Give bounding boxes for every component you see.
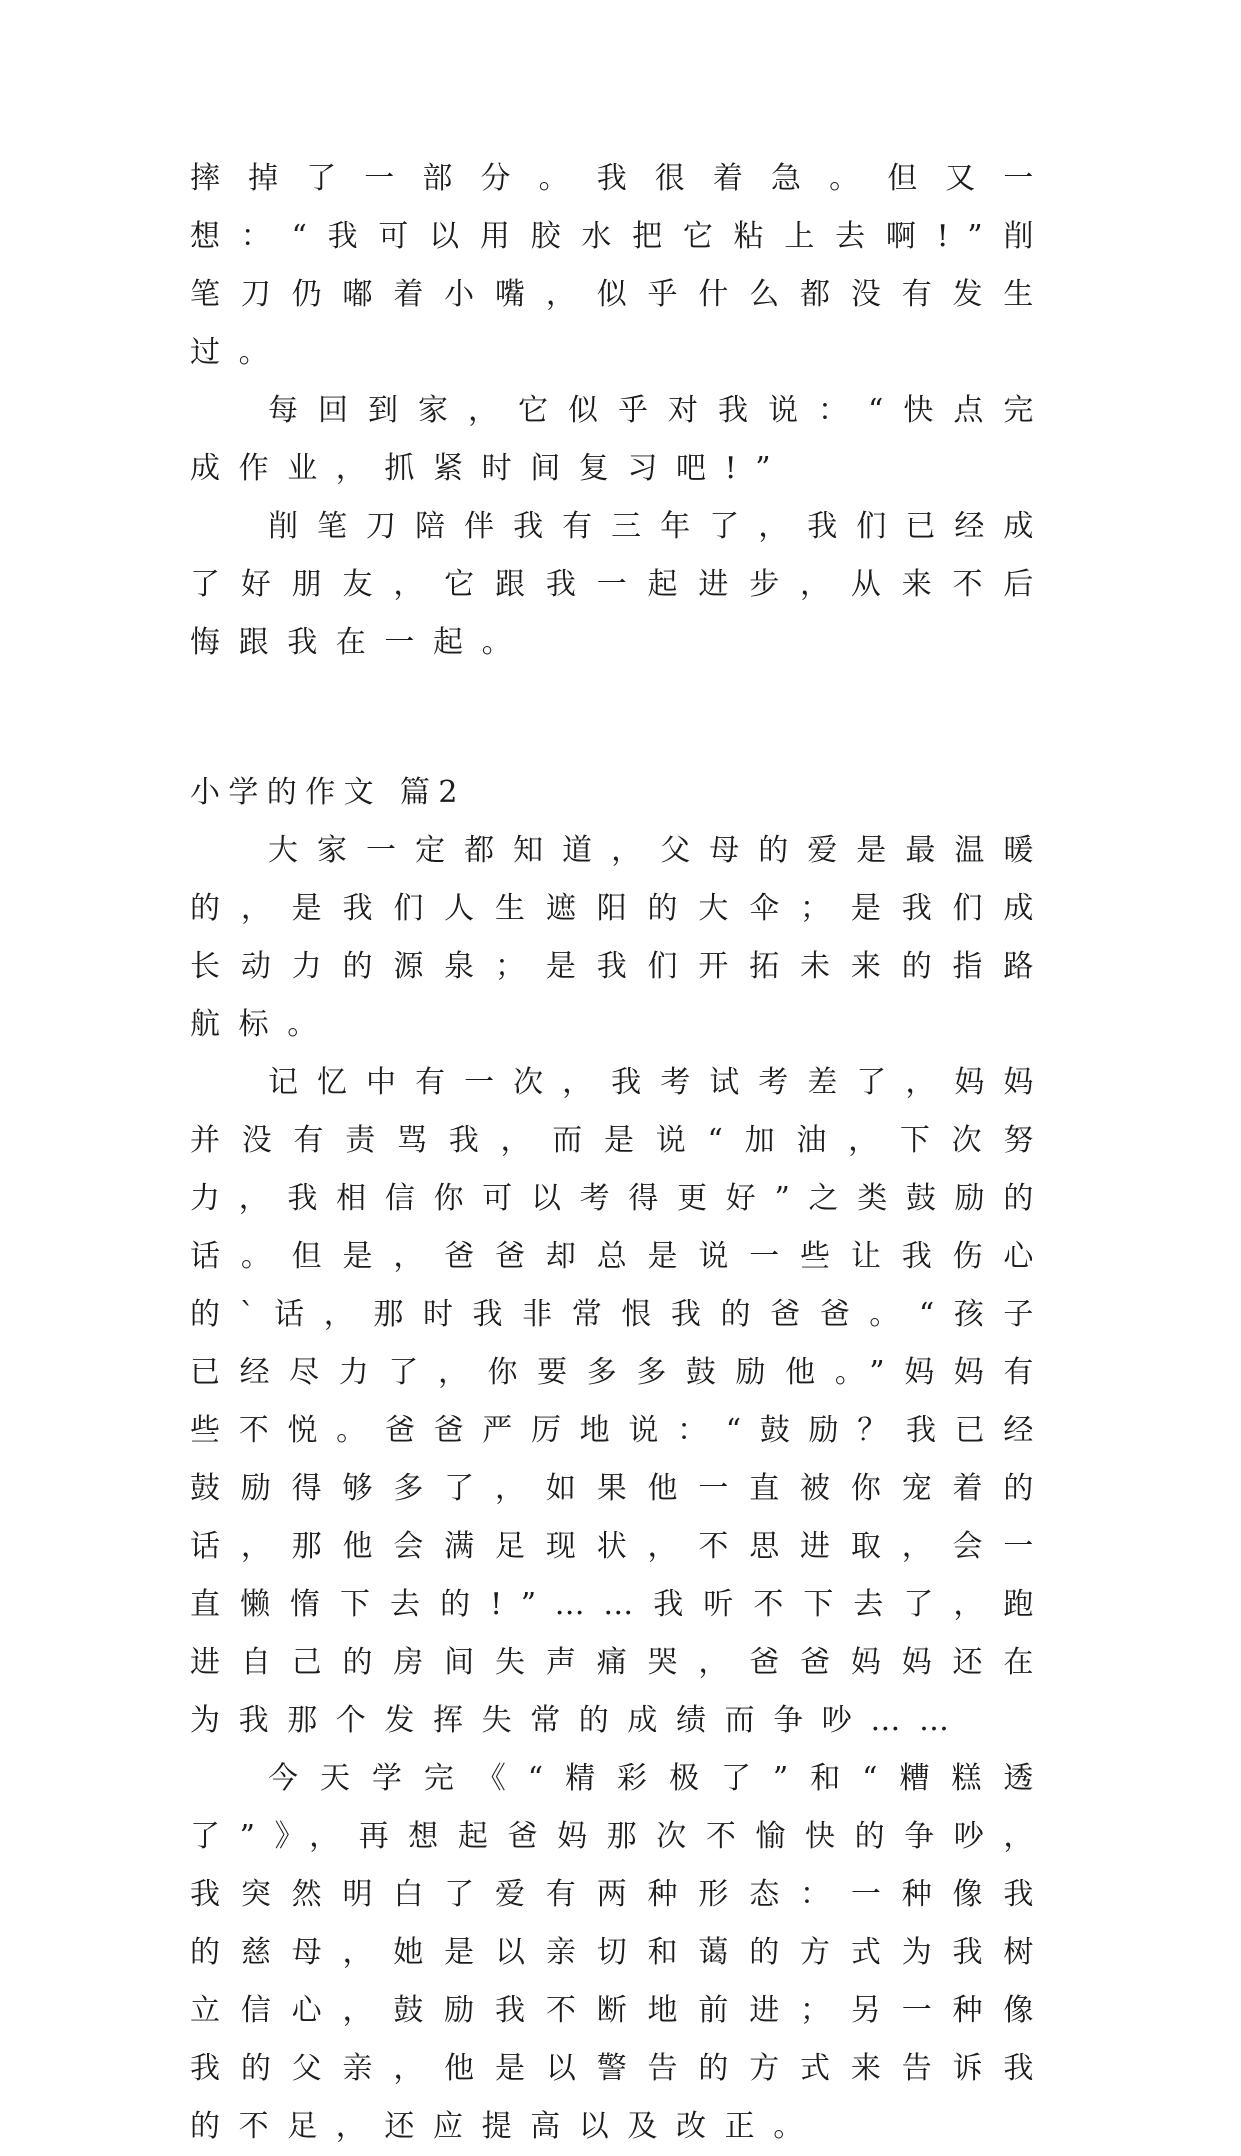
document-page [190, 150, 1052, 2156]
paragraph-homework: 每回到家，它似乎对我说：“快点完成作业，抓紧时间复习吧!” [190, 393, 1052, 486]
section-gap [190, 672, 1052, 764]
paragraph-realization: 今天学完《“精彩极了”和“糟糕透了”》，再想起爸妈那次不愉快的争吵，我突然明白了爱有两种形态：一种像我的慈母，她是以亲切和蔼的方式为我树立信心，鼓励我不断地前进；另一种像我的父亲，他是以警告的方式来告诉我的不足，还应提高以及改正。 [190, 1761, 1052, 2144]
paragraph-friends: 削笔刀陪伴我有三年了，我们已经成了好朋友，它跟我一起进步，从来不后悔跟我在一起。 [190, 509, 1052, 660]
paragraph-continued: 摔掉了一部分。我很着急。但又一想：“我可以用胶水把它粘上去啊!”削笔刀仍嘟着小嘴，似乎什么都没有发生过。 [190, 161, 1052, 370]
paragraph-memory: 记忆中有一次，我考试考差了，妈妈并没有责骂我，而是说“加油，下次努力，我相信你可以考得更好”之类鼓励的话。但是，爸爸却总是说一些让我伤心的`话，那时我非常恨我的爸爸。“孩子已经尽力了，你要多多鼓励他。”妈妈有些不悦。爸爸严厉地说：“鼓励？我已经鼓励得够多了，如果他一直被你宠着的话，那他会满足现状，不思进取，会一直懒惰下去的!”……我听不下去了，跑进自己的房间失声痛哭，爸爸妈妈还在为我那个发挥失常的成绩而争吵…… [190, 1065, 1052, 1738]
paragraph-parents-love: 大家一定都知道，父母的爱是最温暖的，是我们人生遮阳的大伞；是我们成长动力的源泉；是我们开拓未来的指路航标。 [190, 833, 1052, 1042]
section-title: 小学的作文 篇2 [190, 775, 466, 810]
